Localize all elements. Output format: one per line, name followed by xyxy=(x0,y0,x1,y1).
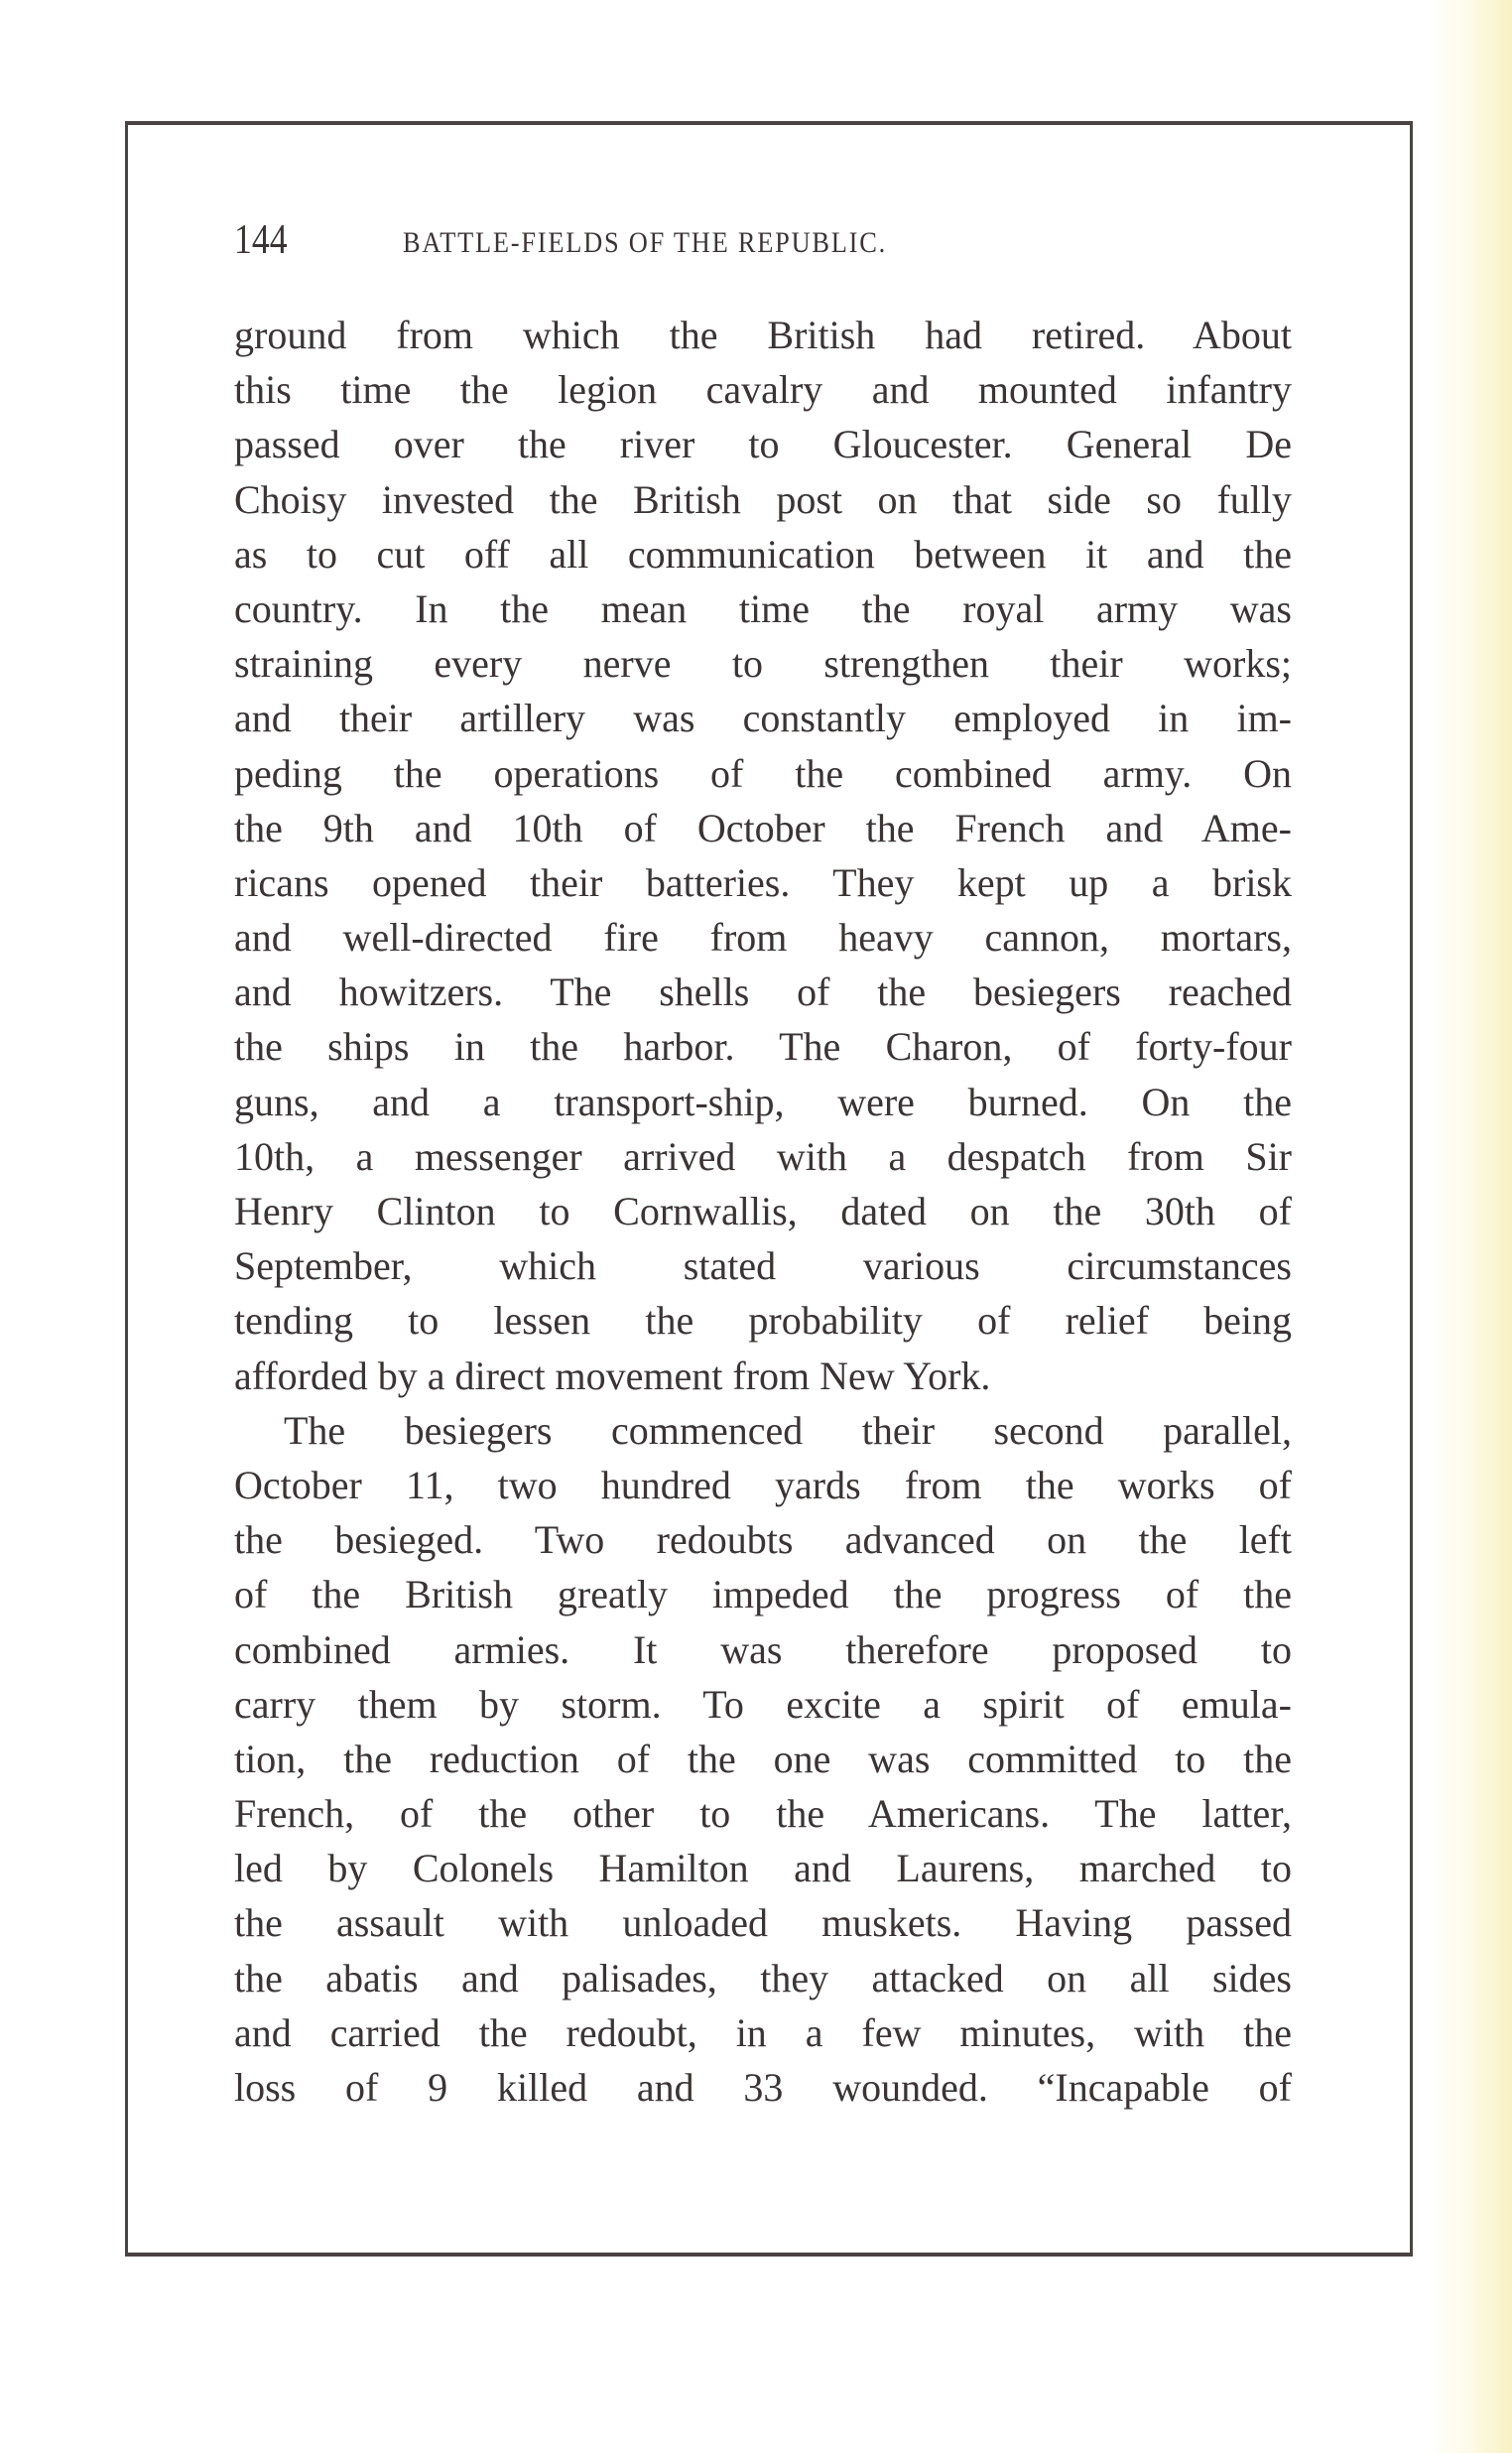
text-line: combined armies. It was therefore proposed to xyxy=(234,1626,1292,1672)
text-line: October 11, two hundred yards from the works of xyxy=(234,1462,1292,1507)
text-line: as to cut off all communication between it and the xyxy=(234,531,1292,577)
text-line: and howitzers. The shells of the besiegers reached xyxy=(234,969,1292,1015)
text-line: September, which stated various circumstances xyxy=(234,1243,1292,1289)
text-line: of the British greatly impeded the progress of the xyxy=(234,1572,1292,1617)
text-line: 10th, a messenger arrived with a despatch from Sir xyxy=(234,1133,1292,1179)
text-line: the 9th and 10th of October the French and Ame- xyxy=(234,805,1292,850)
text-line: passed over the river to Gloucester. General De xyxy=(234,422,1292,467)
body-text xyxy=(234,308,1292,2115)
running-header xyxy=(234,216,1296,266)
text-line: afforded by a direct movement from New York. xyxy=(234,1353,991,1398)
running-title: BATTLE-FIELDS OF THE REPUBLIC. xyxy=(403,226,887,259)
text-line: loss of 9 killed and 33 wounded. “Incapable of xyxy=(234,2065,1292,2110)
text-line: The besiegers commenced their second parallel, xyxy=(284,1407,1292,1453)
text-line: and their artillery was constantly employed in im- xyxy=(234,696,1292,741)
text-line: country. In the mean time the royal army was xyxy=(234,585,1292,631)
text-line: carry them by storm. To excite a spirit of emula- xyxy=(234,1681,1292,1727)
page-number: 144 xyxy=(234,217,288,263)
text-line: guns, and a transport-ship, were burned. On the xyxy=(234,1079,1292,1124)
text-line: the abatis and palisades, they attacked on all sides xyxy=(234,1955,1292,2001)
text-line: led by Colonels Hamilton and Laurens, marched to xyxy=(234,1846,1292,1891)
text-line: and well-directed fire from heavy cannon, mortars, xyxy=(234,915,1292,961)
text-line: Henry Clinton to Cornwallis, dated on the 30th of xyxy=(234,1189,1292,1233)
text-line: this time the legion cavalry and mounted infantry xyxy=(234,367,1292,413)
text-line: tion, the reduction of the one was committed to the xyxy=(234,1736,1292,1781)
text-line: Choisy invested the British post on that side so fully xyxy=(234,476,1292,522)
text-line: ground from which the British had retired. About xyxy=(234,313,1292,357)
text-line: and carried the redoubt, in a few minutes, with the xyxy=(234,2009,1292,2055)
text-line: the besieged. Two redoubts advanced on the left xyxy=(234,1517,1292,1563)
text-line: the ships in the harbor. The Charon, of forty-four xyxy=(234,1024,1292,1070)
text-line: straining every nerve to strengthen their works; xyxy=(234,641,1292,687)
text-line: ricans opened their batteries. They kept up a brisk xyxy=(234,859,1292,905)
text-line: tending to lessen the probability of relief being xyxy=(234,1298,1292,1344)
text-line: the assault with unloaded muskets. Having passed xyxy=(234,1900,1292,1946)
text-line: French, of the other to the Americans. The latter, xyxy=(234,1791,1292,1837)
text-line: peding the operations of the combined army. On xyxy=(234,750,1292,796)
